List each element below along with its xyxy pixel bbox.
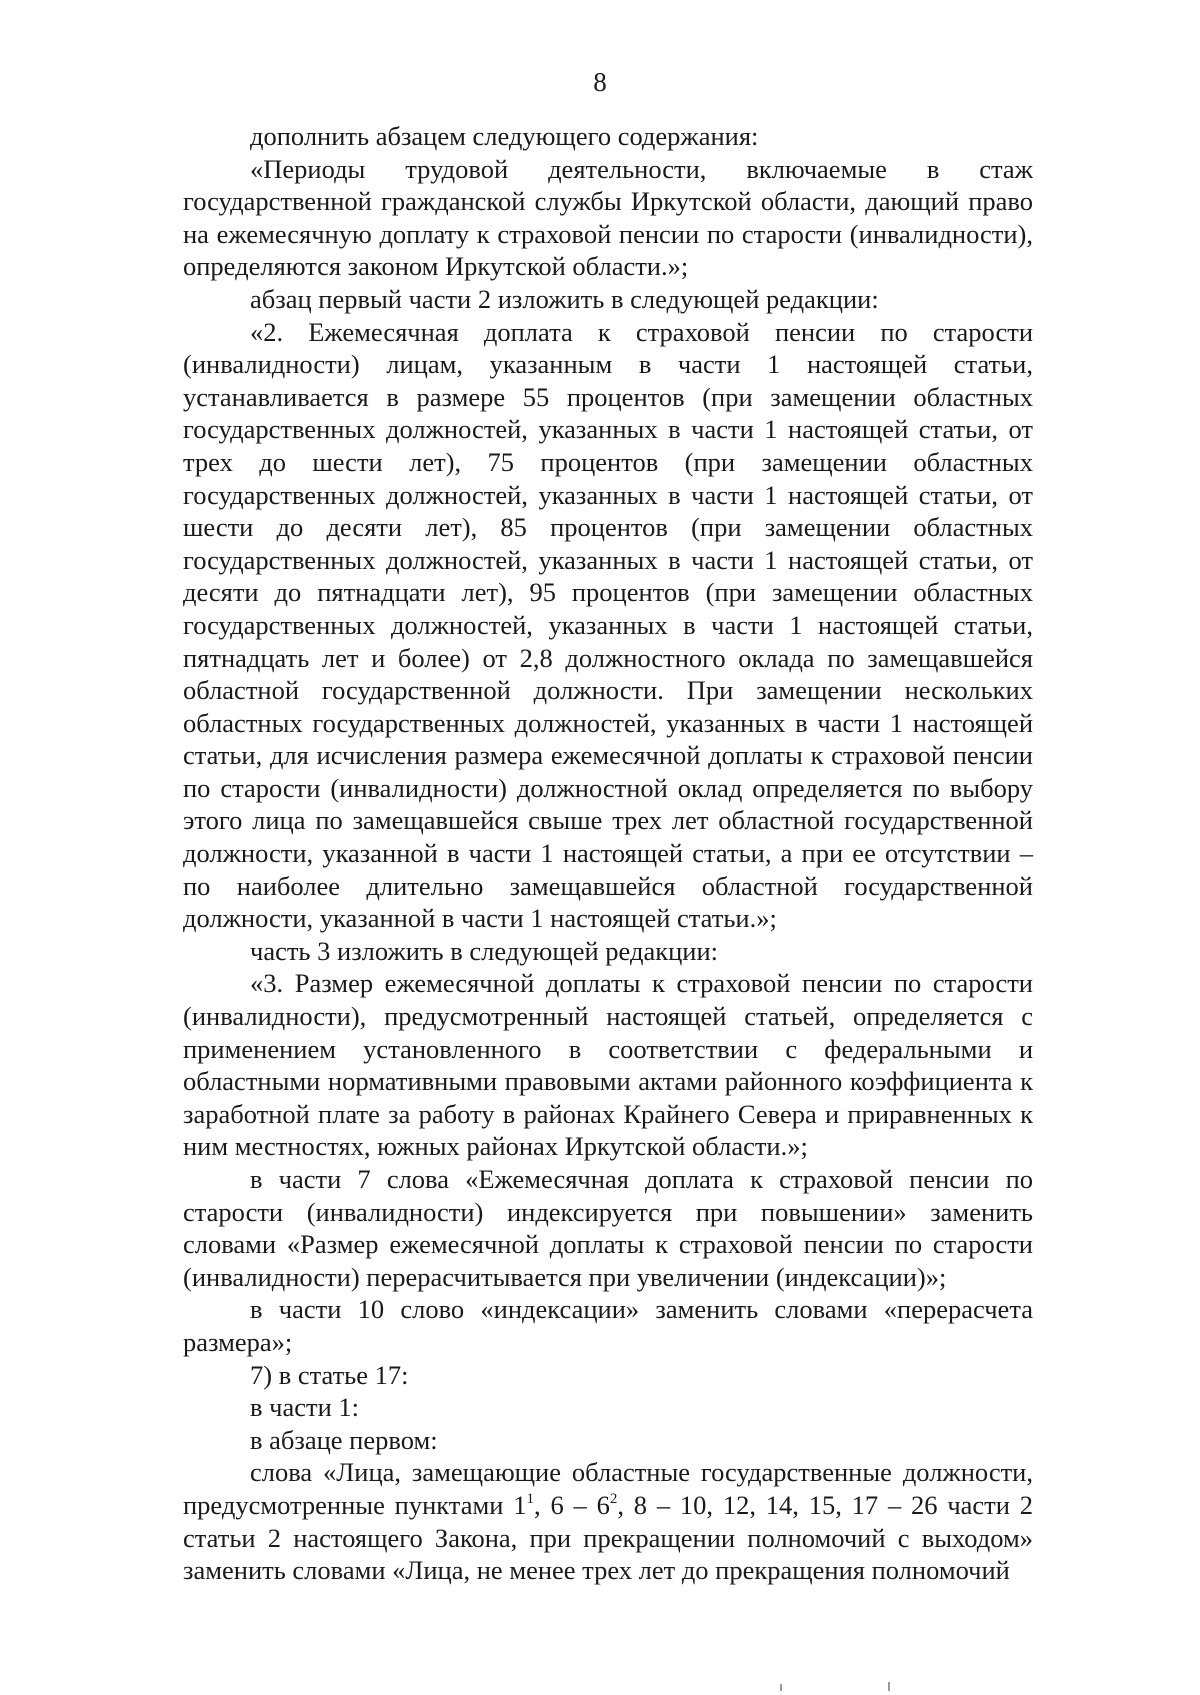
paragraph: 7) в статье 17: [250, 1359, 409, 1390]
paragraph: в части 1: [250, 1392, 359, 1423]
text-run: , 6 – 6 [534, 1489, 610, 1520]
paragraph: в части 7 слова «Ежемесячная доплата к страховой пенсии по старости (инвалидности) индексируется при повышении» заменить словами «Размер ежемесячной доплаты к страховой пенсии по старости (инвалидности) перерасчитывается при увеличении (индексации)»; [183, 1164, 1033, 1292]
scan-speck [780, 1684, 782, 1691]
paragraph: «Периоды трудовой деятельности, включаемые в стаж государственной гражданской службы Иркутской области, дающий право на ежемесячную доплату к страховой пенсии по старости (инвалидности), определяются законом Иркутской области.»; [183, 153, 1033, 282]
paragraph: в абзаце первом: [250, 1424, 438, 1455]
paragraph: часть 3 изложить в следующей редакции: [250, 935, 718, 966]
text-run: слова «Лица, замещающие областные государственные должности, предусмотренные пунктами 1 [183, 1457, 1033, 1520]
scan-speck [888, 1682, 890, 1691]
superscript: 2 [609, 1490, 618, 1507]
paragraph: «3. Размер ежемесячной доплаты к страховой пенсии по старости (инвалидности), предусмотренный настоящей статьей, определяется с применением установленного в соответствии с федеральными и областными нормативными правовыми актами районного коэффициента к заработной плате за работу в районах Крайнего Севера и приравненных к ним местностях, южных районах Иркутской области.»; [183, 968, 1033, 1162]
paragraph: «2. Ежемесячная доплата к страховой пенсии по старости (инвалидности) лицам, указанным в части 1 настоящей статьи, устанавливается в размере 55 процентов (при замещении областных государственных должностей, указанных в части 1 настоящей статьи, от трех до шести лет), 75 процентов (при замещении областных государственных должностей, указанных в части 1 настоящей статьи, от шести до десяти лет), 85 процентов (при замещении областных государственных должностей, указанных в части 1 настоящей статьи, от десяти до пятнадцати лет), 95 процентов (при замещении областных государственных должностей, указанных в части 1 настоящей статьи, пятнадцать лет и более) от 2,8 должностного оклада по замещавшейся областной государственной должности. При замещении нескольких областных государственных должностей, указанных в части 1 настоящей статьи, для исчисления размера ежемесячной доплаты к страховой пенсии по старости (инвалидности) должностной оклад определяется по выбору этого лица по замещавшейся свыше трех лет областной государственной должности, указанной в части 1 настоящей статьи, а при ее отсутствии – по наиболее длительно замещавшейся областной государственной должности, указанной в части 1 настоящей статьи.»; [183, 316, 1033, 934]
superscript: 1 [526, 1490, 534, 1507]
paragraph: в части 10 слово «индексации» заменить словами «перерасчета размера»; [183, 1294, 1033, 1357]
page-number: 8 [593, 67, 607, 97]
paragraph [183, 1456, 1033, 1586]
text-run: , 8 – 10, 12, 14, 15, 17 – 26 части 2 статьи 2 настоящего Закона, при прекращении полномочий с выходом» заменить словами «Лица, не менее трех лет до прекращения полномочий [183, 1489, 1033, 1586]
paragraph: абзац первый части 2 изложить в следующей редакции: [250, 283, 879, 314]
document-body [183, 120, 1033, 1587]
paragraph: дополнить абзацем следующего содержания: [250, 121, 759, 151]
